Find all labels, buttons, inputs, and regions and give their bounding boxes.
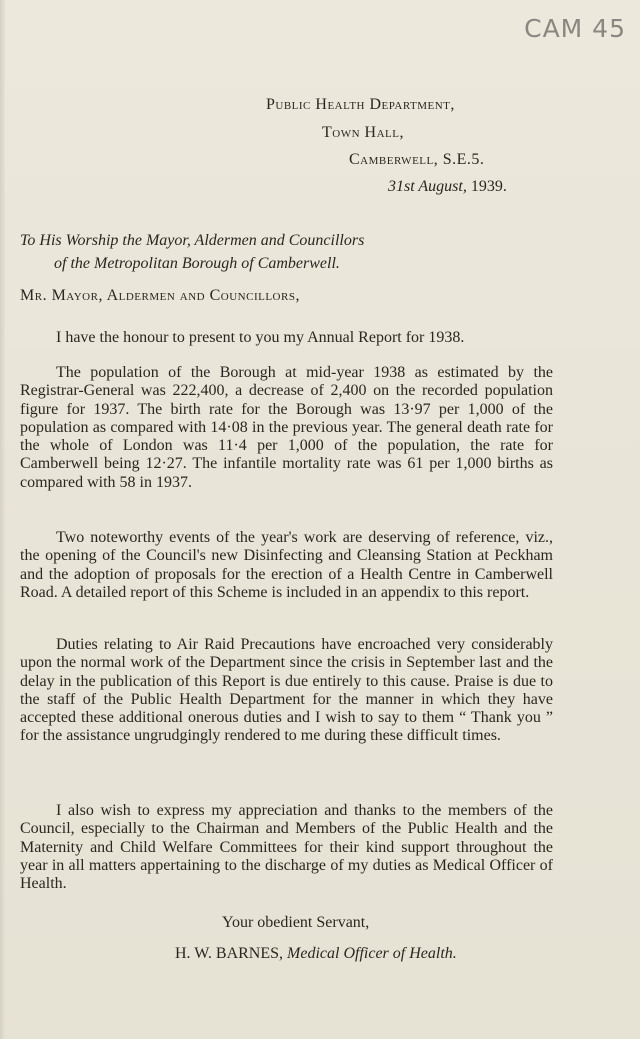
paragraph-air-raid-precautions: Duties relating to Air Raid Precautions have encroached very considerably upon the normal work of the Department since the crisis in September last and the delay in the publication of this Report is due entirely to this cause. Praise is due to the staff of the Public Health Department for the manner in which they have accepted these additional onerous duties and I wish to say to them “ Thank you ” for the assistance ungrudgingly rendered to me during these difficult times.	[20, 636, 553, 745]
paragraph-population: The population of the Borough at mid-year 1938 as estimated by the Registrar-General was 222,400, a decrease of 2,400 on the recorded population figure for 1937. The birth rate for the Borough was 13·97 per 1,000 of the population as compared with 14·08 in the previous year. The general death rate for the whole of London was 11·4 per 1,000 of the population, the rate for Camberwell being 12·27. The infantile mortality rate was 61 per 1,000 births as compared with 58 in 1937.	[20, 364, 553, 491]
salutation: Mr. Mayor, Aldermen and Councillors,	[20, 287, 300, 304]
paragraph-intro: I have the honour to present to you my Annual Report for 1938.	[56, 329, 465, 346]
page-edge-shadow	[0, 0, 5, 1039]
signature-title: Medical Officer of Health.	[287, 945, 457, 962]
letterhead-location: Camberwell, S.E.5.	[349, 151, 485, 168]
paragraph-noteworthy-events: Two noteworthy events of the year's work are deserving of reference, viz., the opening of the Council's new Disinfecting and Cleansing Station at Peckham and the adoption of proposals for the erection of a Health Centre in Camberwell Road. A detailed report of this Scheme is included in an appendix to this report.	[20, 529, 553, 601]
letter-date-year: 1939.	[470, 178, 507, 195]
addressee-line-1: To His Worship the Mayor, Aldermen and Councillors	[20, 232, 365, 249]
closing-line: Your obedient Servant,	[222, 914, 370, 931]
letterhead-building: Town Hall,	[322, 124, 404, 141]
letter-date	[388, 178, 507, 196]
letterhead-department: Public Health Department,	[266, 96, 455, 113]
letter-date-day: 31st August,	[388, 178, 467, 195]
paragraph-appreciation: I also wish to express my appreciation and thanks to the members of the Council, especially to the Chairman and Members of the Public Health and the Maternity and Child Welfare Committees for their kind support throughout the year in all matters appertaining to the discharge of my duties as Medical Officer of Health.	[20, 802, 553, 893]
signature	[175, 945, 457, 963]
signature-name: H. W. BARNES,	[175, 945, 284, 962]
handwritten-reference-mark: CAM 45	[524, 14, 626, 43]
addressee-line-2: of the Metropolitan Borough of Camberwell.	[54, 255, 340, 272]
